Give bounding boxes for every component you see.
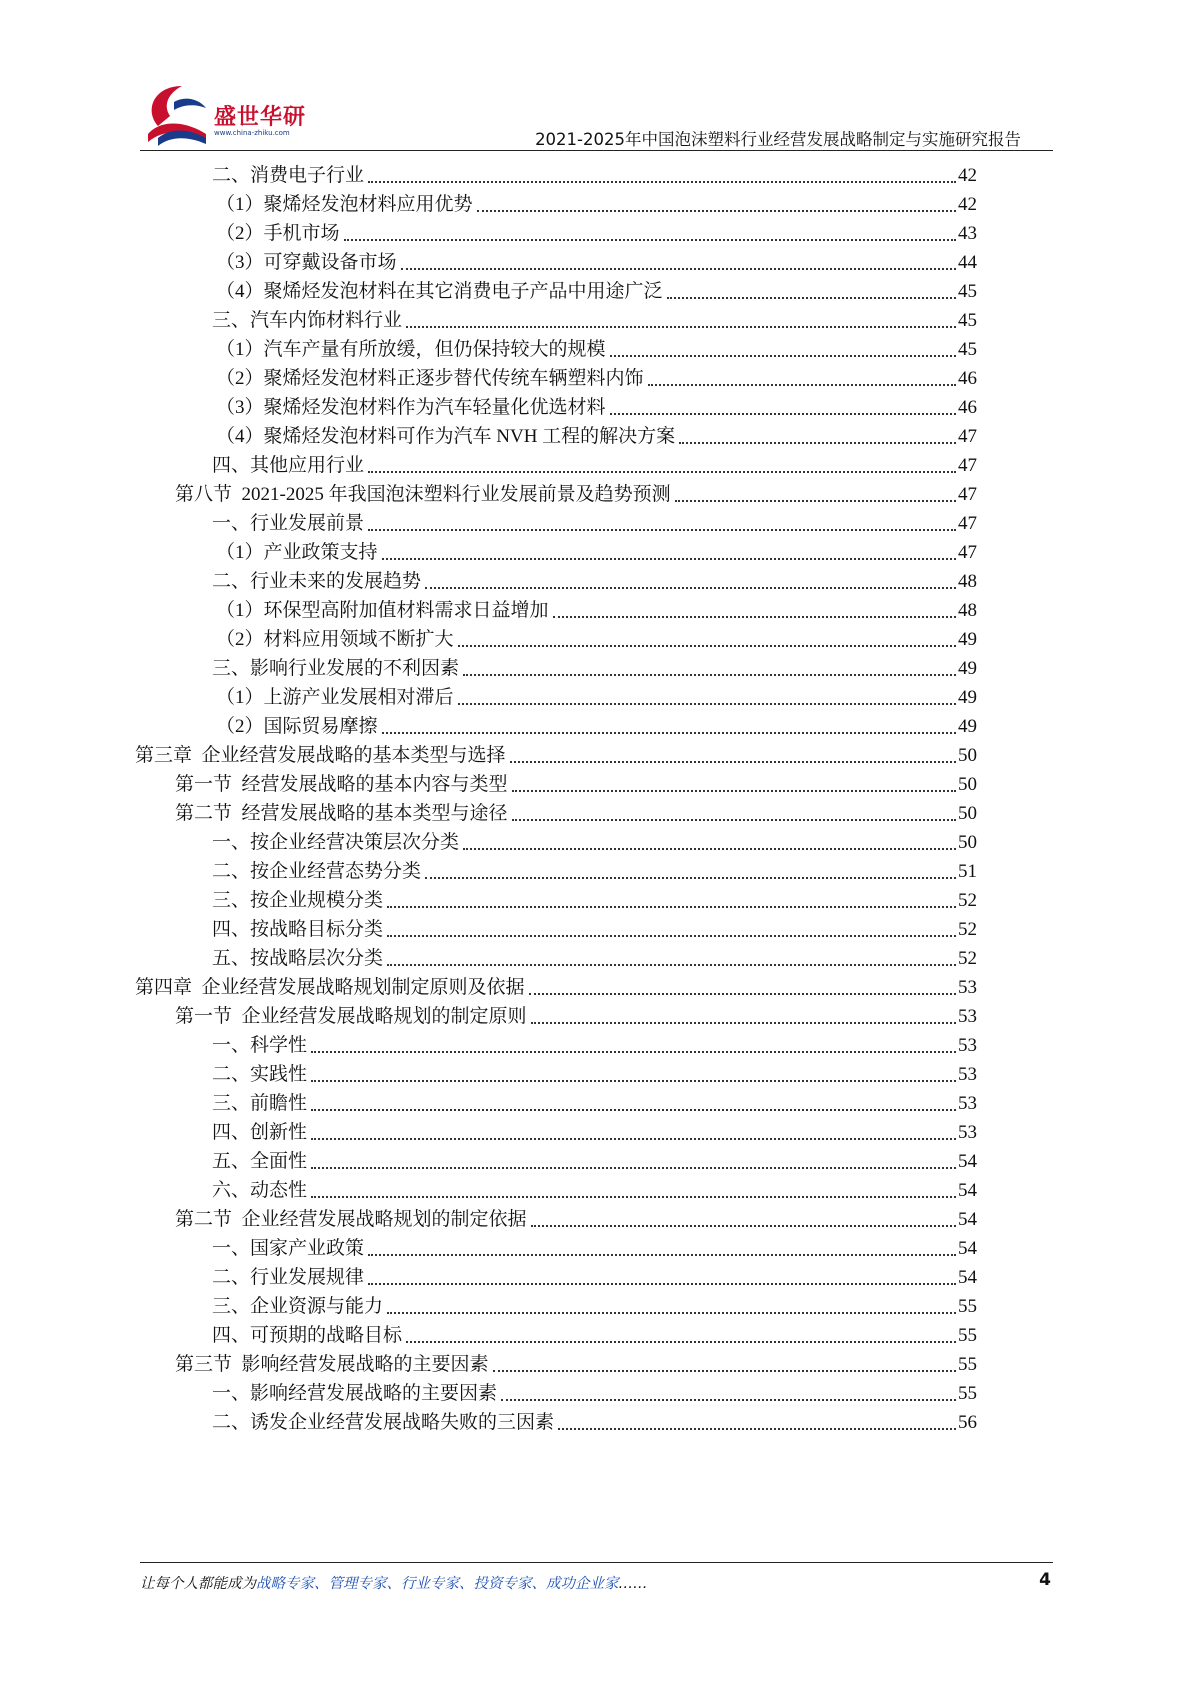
toc-leader-dots [401,268,956,270]
toc-leader-dots [675,500,956,502]
toc-entry-page: 43 [958,223,977,244]
toc-entry[interactable] [212,654,977,684]
toc-leader-dots [387,935,956,937]
toc-entry-page: 53 [958,1064,977,1085]
toc-entry-page: 47 [958,484,977,505]
toc-entry-label: 二、实践性 [212,1064,308,1085]
toc-leader-dots [458,645,956,647]
toc-entry-page: 47 [958,513,977,534]
toc-entry[interactable] [216,277,977,307]
toc-leader-dots [406,1341,956,1343]
toc-entry-label: （3）聚烯烃发泡材料作为汽车轻量化优选材料 [216,397,606,418]
toc-leader-dots [510,761,956,763]
toc-entry[interactable] [216,625,977,655]
logo-text: 盛世华研 [214,105,307,130]
toc-entry-page: 45 [958,281,977,302]
toc-entry[interactable] [212,567,977,597]
toc-leader-dots [406,326,956,328]
toc-entry-label: 五、全面性 [212,1151,308,1172]
toc-leader-dots [311,1109,956,1111]
toc-entry[interactable] [212,1176,977,1206]
toc-entry[interactable] [212,828,977,858]
toc-leader-dots [387,1312,956,1314]
toc-entry-page: 53 [958,1122,977,1143]
toc-entry-page: 55 [958,1383,977,1404]
toc-entry-page: 50 [958,774,977,795]
toc-entry[interactable] [212,1147,977,1177]
toc-entry-label: 一、影响经营发展战略的主要因素 [212,1383,498,1404]
toc-entry-page: 47 [958,542,977,563]
toc-entry[interactable] [216,190,977,220]
toc-entry-label: （2）聚烯烃发泡材料正逐步替代传统车辆塑料内饰 [216,368,644,389]
toc-entry[interactable] [216,596,977,626]
toc-entry-page: 47 [958,426,977,447]
toc-entry[interactable] [175,770,977,800]
toc-entry[interactable] [212,1031,977,1061]
toc-entry[interactable] [212,1321,977,1351]
toc-leader-dots [387,906,956,908]
toc-entry-page: 46 [958,368,977,389]
toc-leader-dots [368,181,956,183]
footer-slogan [140,1572,648,1593]
toc-leader-dots [368,471,956,473]
toc-entry-page: 45 [958,339,977,360]
toc-entry[interactable] [216,219,977,249]
toc-entry-label: 四、按战略目标分类 [212,919,384,940]
toc-entry[interactable] [212,1089,977,1119]
toc-entry[interactable] [216,683,977,713]
toc-entry-page: 50 [958,803,977,824]
toc-entry-page: 42 [958,165,977,186]
toc-entry-label: 第三节 影响经营发展战略的主要因素 [175,1354,489,1375]
toc-entry[interactable] [212,1060,977,1090]
toc-entry-page: 52 [958,948,977,969]
toc-entry-label: 三、前瞻性 [212,1093,308,1114]
toc-entry[interactable] [135,973,977,1003]
toc-leader-dots [493,1370,956,1372]
toc-leader-dots [553,616,956,618]
toc-entry-page: 49 [958,629,977,650]
logo-url: www.china-zhiku.com [214,129,290,137]
toc-entry[interactable] [216,248,977,278]
toc-entry-page: 48 [958,571,977,592]
toc-leader-dots [529,993,956,995]
toc-entry-label: 一、按企业经营决策层次分类 [212,832,460,853]
toc-entry[interactable] [175,1002,977,1032]
toc-entry-label: 二、行业未来的发展趋势 [212,571,422,592]
toc-entry-page: 52 [958,890,977,911]
toc-entry-label: 第二节 企业经营发展战略规划的制定依据 [175,1209,527,1230]
toc-leader-dots [463,848,956,850]
toc-entry-label: 一、国家产业政策 [212,1238,365,1259]
toc-entry[interactable] [212,915,977,945]
page-number: 4 [1039,1570,1051,1590]
toc-entry-page: 49 [958,687,977,708]
toc-leader-dots [463,674,956,676]
toc-leader-dots [679,442,956,444]
toc-entry[interactable] [212,306,977,336]
toc-leader-dots [425,587,956,589]
toc-entry-page: 47 [958,455,977,476]
toc-entry-label: 三、影响行业发展的不利因素 [212,658,460,679]
toc-entry-page: 53 [958,1035,977,1056]
toc-entry[interactable] [175,1205,977,1235]
toc-entry-label: 四、创新性 [212,1122,308,1143]
toc-entry-page: 52 [958,919,977,940]
toc-entry[interactable] [212,451,977,481]
toc-leader-dots [558,1428,956,1430]
toc-entry-label: （1）上游产业发展相对滞后 [216,687,454,708]
toc-leader-dots [387,964,956,966]
toc-entry[interactable] [175,799,977,829]
toc-entry-page: 46 [958,397,977,418]
toc-entry-page: 49 [958,716,977,737]
toc-entry-label: 第四章 企业经营发展战略规划制定原则及依据 [135,977,525,998]
toc-leader-dots [667,297,956,299]
toc-leader-dots [344,239,956,241]
toc-entry[interactable] [212,1379,977,1409]
toc-entry-label: （1）环保型高附加值材料需求日益增加 [216,600,549,621]
toc-entry[interactable] [212,1234,977,1264]
toc-entry-page: 45 [958,310,977,331]
toc-entry-label: 一、科学性 [212,1035,308,1056]
toc-entry-label: 三、按企业规模分类 [212,890,384,911]
toc-entry-label: 三、企业资源与能力 [212,1296,384,1317]
toc-entry-label: （1）聚烯烃发泡材料应用优势 [216,194,473,215]
toc-entry[interactable] [175,1350,977,1380]
toc-entry-label: 二、按企业经营态势分类 [212,861,422,882]
toc-entry[interactable] [216,393,977,423]
toc-entry-label: 六、动态性 [212,1180,308,1201]
toc-entry[interactable] [216,712,977,742]
toc-entry[interactable] [212,1263,977,1293]
toc-entry[interactable] [216,422,977,452]
toc-entry[interactable] [212,1292,977,1322]
toc-entry-label: （1）汽车产量有所放缓，但仍保持较大的规模 [216,339,606,360]
toc-entry-label: 第三章 企业经营发展战略的基本类型与选择 [135,745,506,766]
toc-entry[interactable] [212,1118,977,1148]
toc-leader-dots [311,1167,956,1169]
toc-entry-page: 54 [958,1267,977,1288]
toc-leader-dots [610,355,956,357]
toc-entry[interactable] [212,944,977,974]
toc-entry-label: （1）产业政策支持 [216,542,378,563]
toc-entry-page: 51 [958,861,977,882]
footer-divider [140,1562,1053,1563]
toc-entry-page: 54 [958,1238,977,1259]
toc-leader-dots [368,529,956,531]
header-divider [140,150,1053,151]
toc-entry-label: 四、其他应用行业 [212,455,365,476]
toc-leader-dots [512,819,956,821]
toc-entry-label: （4）聚烯烃发泡材料在其它消费电子产品中用途广泛 [216,281,663,302]
toc-entry-label: 四、可预期的战略目标 [212,1325,403,1346]
toc-leader-dots [501,1399,956,1401]
toc-entry-label: 二、诱发企业经营发展战略失败的三因素 [212,1412,555,1433]
toc-leader-dots [311,1138,956,1140]
toc-entry-page: 54 [958,1209,977,1230]
toc-entry-label: 二、行业发展规律 [212,1267,365,1288]
toc-entry-label: 一、行业发展前景 [212,513,365,534]
toc-entry-label: （2）材料应用领域不断扩大 [216,629,454,650]
toc-entry-label: 第二节 经营发展战略的基本类型与途径 [175,803,508,824]
toc-entry[interactable] [216,538,977,568]
toc-leader-dots [477,210,956,212]
toc-entry-label: 第一节 企业经营发展战略规划的制定原则 [175,1006,527,1027]
toc-entry-page: 54 [958,1180,977,1201]
toc-entry-page: 50 [958,745,977,766]
toc-entry[interactable] [212,1408,977,1438]
toc-entry-label: 第一节 经营发展战略的基本内容与类型 [175,774,508,795]
toc-leader-dots [368,1254,956,1256]
toc-entry[interactable] [135,741,977,771]
toc-leader-dots [311,1196,956,1198]
toc-entry-page: 48 [958,600,977,621]
toc-leader-dots [610,413,956,415]
toc-entry-page: 55 [958,1354,977,1375]
toc-entry[interactable] [212,509,977,539]
toc-entry-page: 55 [958,1325,977,1346]
toc-leader-dots [368,1283,956,1285]
toc-entry-label: 第八节 2021-2025 年我国泡沫塑料行业发展前景及趋势预测 [175,484,671,505]
footer-slogan-prefix: 让每个人都能成为 [140,1576,256,1592]
toc-entry-label: （4）聚烯烃发泡材料可作为汽车 NVH 工程的解决方案 [216,426,676,447]
toc-entry-page: 56 [958,1412,977,1433]
toc-leader-dots [425,877,956,879]
toc-entry-label: （2）手机市场 [216,223,340,244]
toc-entry[interactable] [216,335,977,365]
toc-entry[interactable] [212,886,977,916]
toc-leader-dots [531,1022,956,1024]
toc-entry-page: 50 [958,832,977,853]
toc-entry-label: 二、消费电子行业 [212,165,365,186]
toc-entry-page: 42 [958,194,977,215]
toc-entry-label: 五、按战略层次分类 [212,948,384,969]
toc-leader-dots [382,732,956,734]
toc-entry-label: 三、汽车内饰材料行业 [212,310,403,331]
toc-entry-page: 53 [958,1006,977,1027]
toc-entry[interactable] [216,364,977,394]
toc-entry-page: 44 [958,252,977,273]
toc-leader-dots [458,703,956,705]
toc-entry[interactable] [212,857,977,887]
toc-entry-page: 53 [958,1093,977,1114]
toc-leader-dots [311,1080,956,1082]
toc-leader-dots [512,790,956,792]
toc-entry-label: （2）国际贸易摩擦 [216,716,378,737]
toc-leader-dots [648,384,956,386]
toc-entry[interactable] [212,161,977,191]
toc-entry-page: 54 [958,1151,977,1172]
report-title: 2021-2025年中国泡沫塑料行业经营发展战略制定与实施研究报告 [535,130,1021,149]
toc-entry[interactable] [175,480,977,510]
toc-leader-dots [531,1225,956,1227]
footer-slogan-highlight: 战略专家、管理专家、行业专家、投资专家、成功企业家 [256,1576,619,1592]
toc-entry-label: （3）可穿戴设备市场 [216,252,397,273]
footer-slogan-suffix: …… [618,1576,648,1592]
toc-entry-page: 53 [958,977,977,998]
toc-leader-dots [382,558,956,560]
toc-leader-dots [311,1051,956,1053]
toc-entry-page: 55 [958,1296,977,1317]
toc-entry-page: 49 [958,658,977,679]
